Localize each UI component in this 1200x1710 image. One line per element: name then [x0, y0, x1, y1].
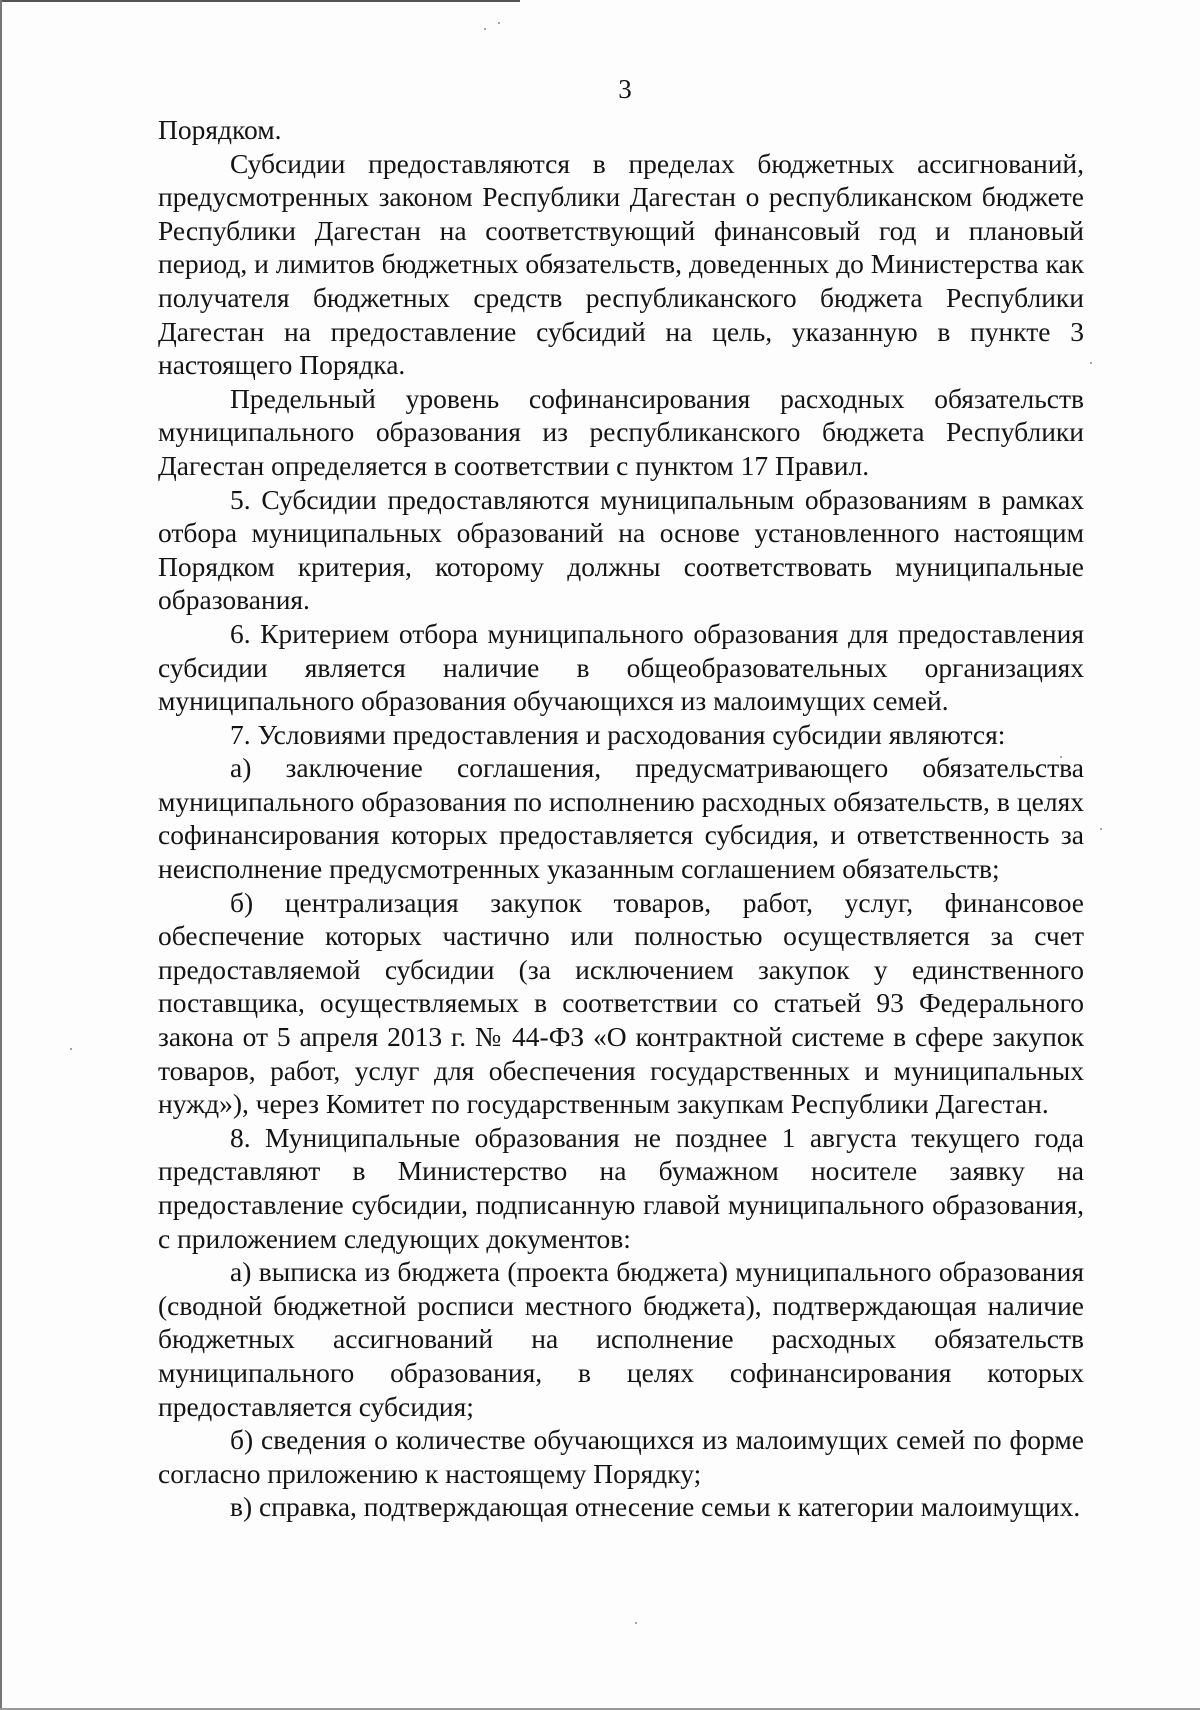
page-number: 3 — [618, 74, 632, 104]
paragraph-item-8v: в) справка, подтверждающая отнесение семьи к категории малоимущих. — [230, 1491, 1081, 1523]
paragraph-cofinancing-level: Предельный уровень софинансирования расходных обязательств муниципального образования из республиканского бюджета Республики Дагестан определяется в соответствии с пунктом 17 Правил. — [158, 382, 1084, 481]
paragraph-item-6: 6. Критерием отбора муниципального образования для предоставления субсидии является наличие в общеобразовательных организациях муниципального образования обучающихся из малоимущих семей. — [158, 617, 1084, 717]
scan-speck — [1100, 828, 1102, 830]
paragraph-continuation: Порядком. — [158, 114, 282, 145]
scan-speck — [635, 1622, 637, 1624]
paragraph-item-7a: а) заключение соглашения, предусматривающего обязательства муниципального образования по исполнению расходных обязательств, в целях софинансирования которых предоставляется субсидия, и ответственность за неисполнение предусмотренных указанным соглашением обязательств; — [158, 752, 1084, 885]
paragraph-item-8: 8. Муниципальные образования не позднее 1 августа текущего года представляют в Министерство на бумажном носителе заявку на предоставление субсидии, подписанную главой муниципального образования, с приложением следующих документов: — [158, 1121, 1084, 1254]
scan-edge-top — [0, 0, 520, 2]
paragraph-item-5: 5. Субсидии предоставляются муниципальным образованиям в рамках отбора муниципальных образований на основе установленного настоящим Порядком критерия, которому должны соответствовать муниципальные образования. — [158, 483, 1084, 616]
scan-speck — [498, 22, 500, 24]
scan-speck — [484, 28, 486, 30]
paragraph-item-7: 7. Условиями предоставления и расходования субсидии являются: — [230, 718, 1006, 750]
paragraph-subsidy-limits: Субсидии предоставляются в пределах бюджетных ассигнований, предусмотренных законом Республики Дагестан о республиканском бюджете Республики Дагестан на соответствующий финансовый год и плановый период, и лимитов бюджетных обязательств, доведенных до Министерства как получателя бюджетных средств республиканского бюджета Республики Дагестан на предоставление субсидий на цель, указанную в пункте 3 настоящего Порядка. — [158, 147, 1084, 381]
paragraph-item-7b: б) централизация закупок товаров, работ, услуг, финансовое обеспечение которых частично или полностью осуществляется за счет предоставляемой субсидии (за исключением закупок у единственного поставщика, осуществляемых в соответствии со статьей 93 Федерального закона от 5 апреля 2013 г. № 44-ФЗ «О контрактной системе в сфере закупок товаров, работ, услуг для обеспечения государственных и муниципальных нужд»), через Комитет по государственным закупкам Республики Дагестан. — [158, 886, 1084, 1120]
scan-speck — [1090, 362, 1092, 364]
scan-edge-left — [0, 0, 2, 1710]
paragraph-item-8a: а) выписка из бюджета (проекта бюджета) муниципального образования (сводной бюджетной росписи местного бюджета), подтверждающая наличие бюджетных ассигнований на исполнение расходных обязательств муниципального образования, в целях софинансирования которых предоставляется субсидия; — [158, 1256, 1084, 1422]
document-body — [158, 113, 1084, 1524]
scan-speck — [70, 1048, 72, 1050]
paragraph-item-8b: б) сведения о количестве обучающихся из малоимущих семей по форме согласно приложению к настоящему Порядку; — [158, 1424, 1084, 1489]
